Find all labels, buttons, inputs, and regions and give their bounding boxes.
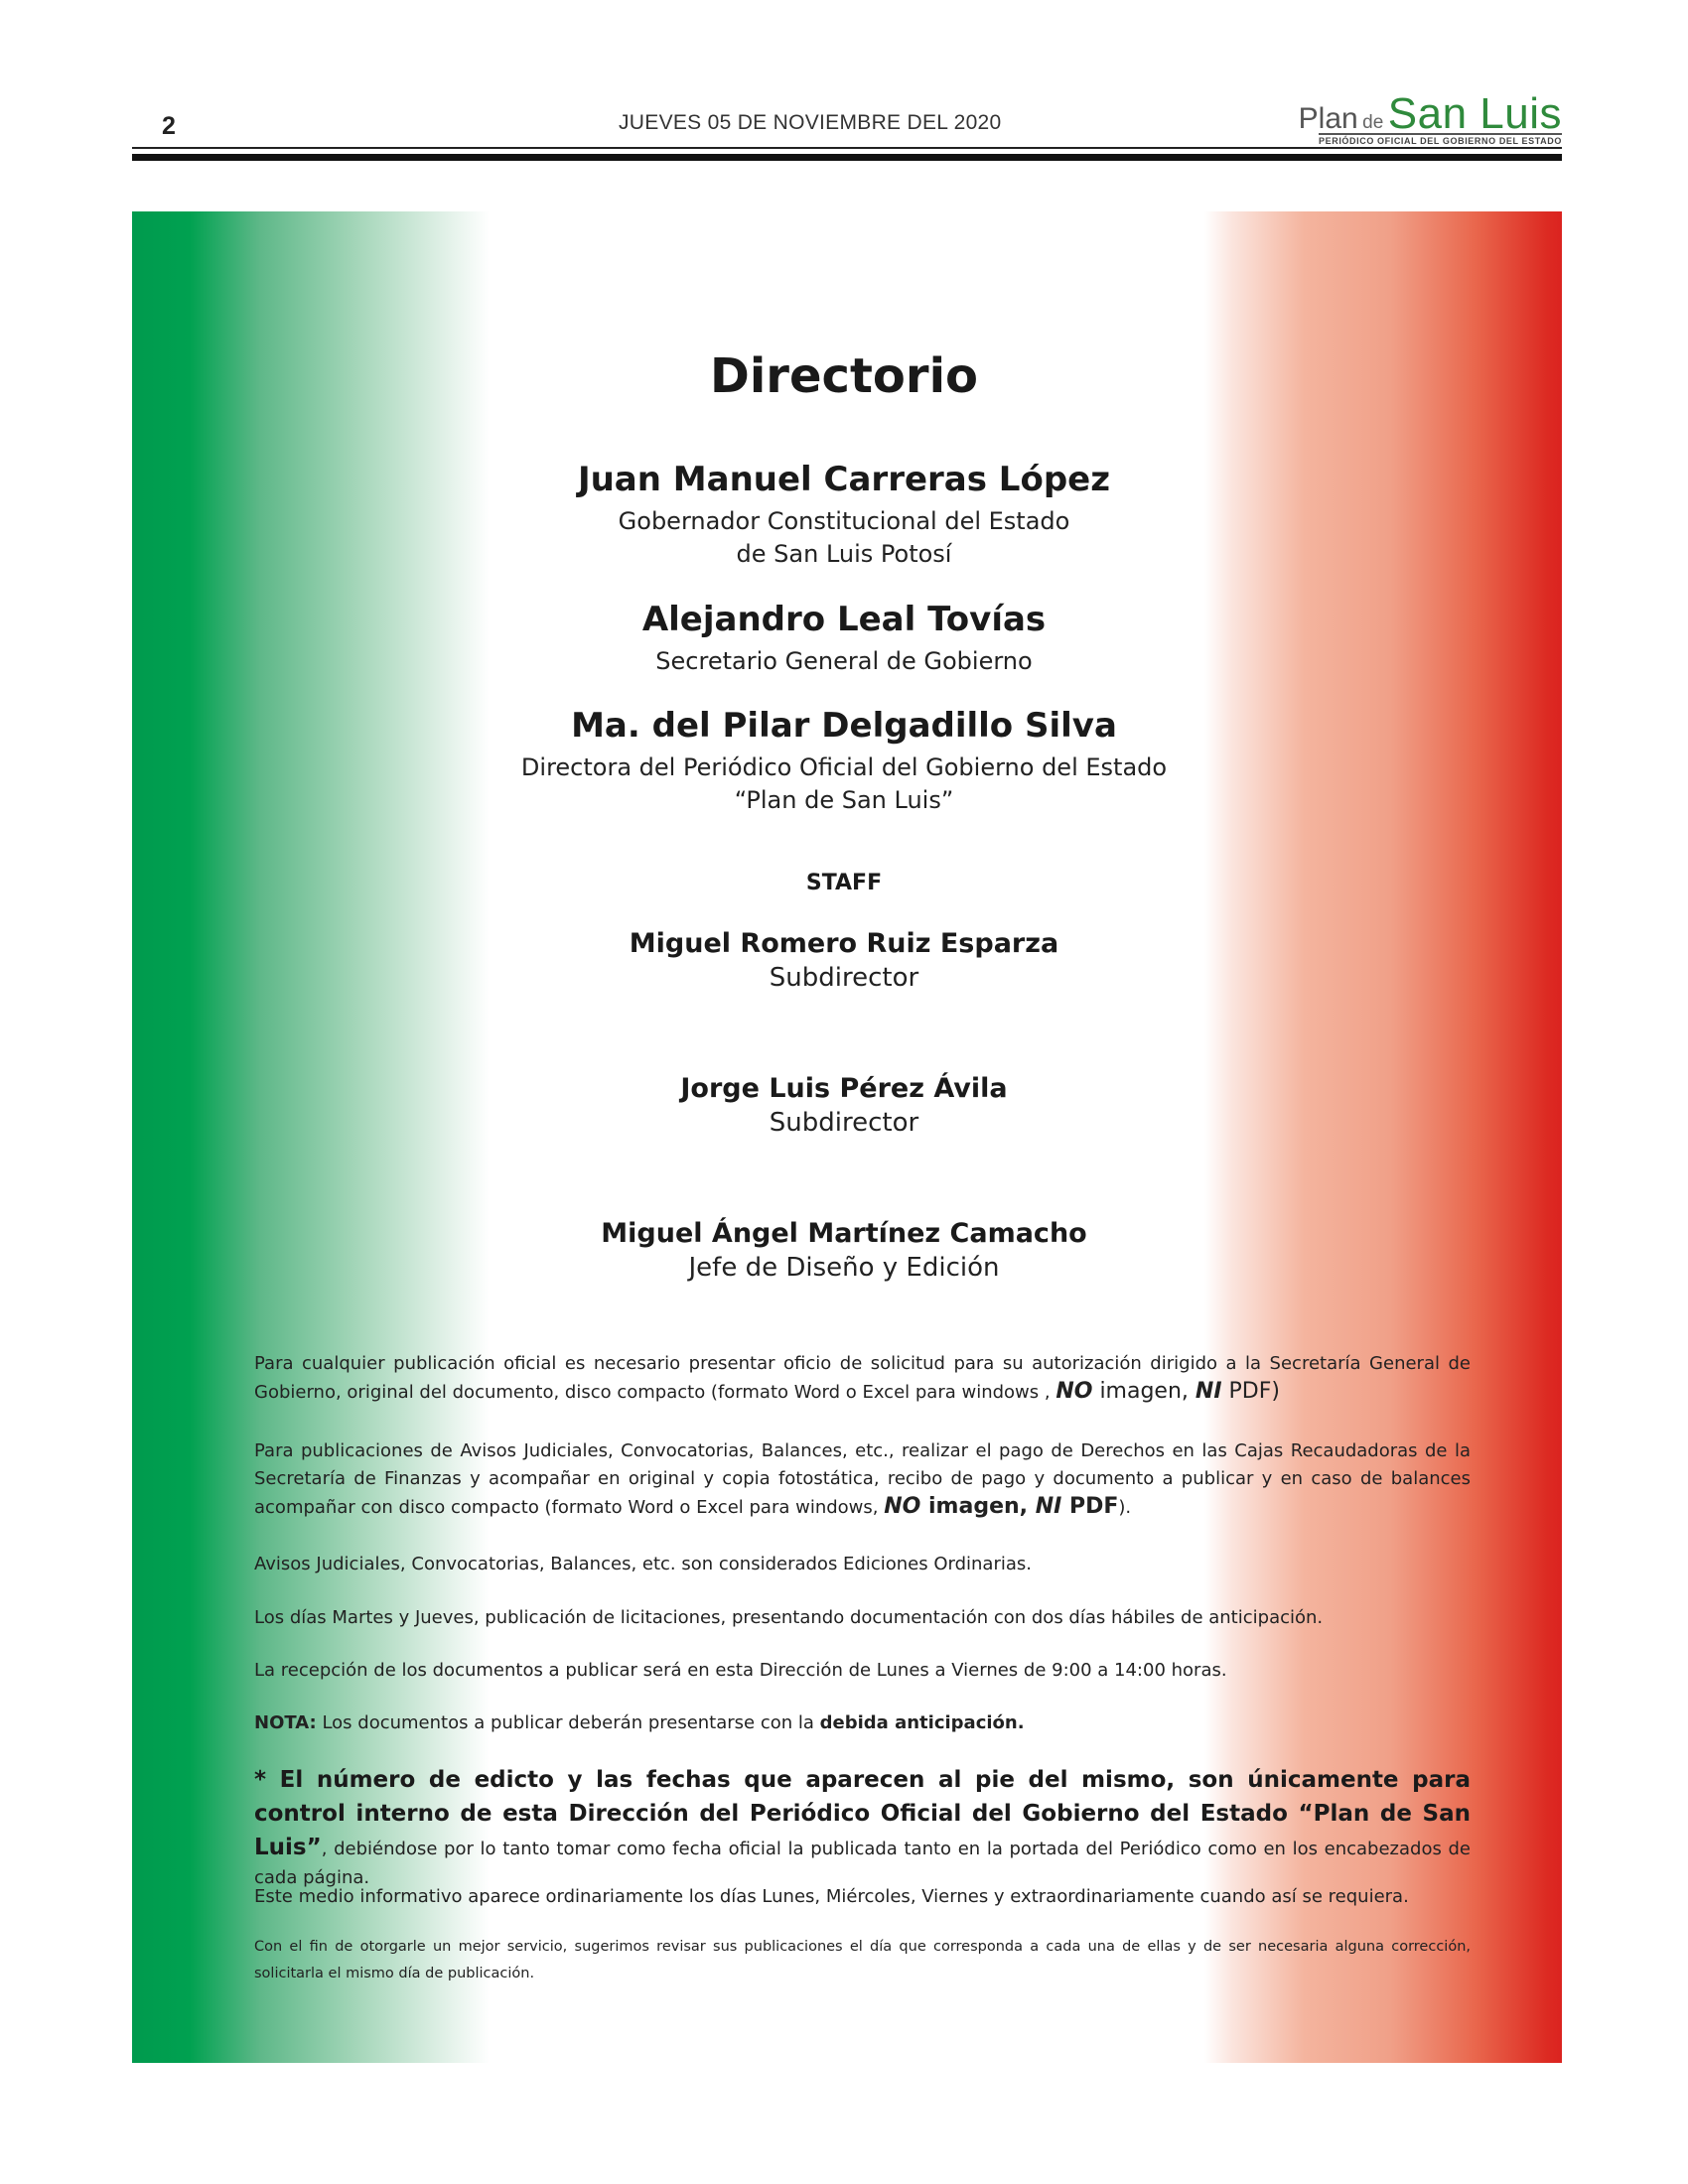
person-role: Secretario General de Gobierno	[655, 647, 1033, 675]
staff-role: Subdirector	[769, 963, 919, 993]
directorio-title: Directorio	[710, 348, 978, 404]
staff-block-1	[0, 928, 1688, 993]
staff-block-3	[0, 1218, 1688, 1283]
logo-plan-text: Plan	[1298, 102, 1358, 135]
staff-name: Miguel Romero Ruiz Esparza	[629, 928, 1059, 959]
note-nota: NOTA: Los documentos a publicar deberán presentarse con la debida anticipación.	[254, 1712, 1025, 1733]
director-block-2	[0, 600, 1688, 678]
person-name: Ma. del Pilar Delgadillo Silva	[571, 706, 1117, 746]
staff-label: STAFF	[805, 871, 883, 895]
note-ordinary-editions: Avisos Judiciales, Convocatorias, Balances, etc. son considerados Ediciones Ordinarias.	[254, 1554, 1032, 1574]
staff-name: Jorge Luis Pérez Ávila	[680, 1073, 1008, 1104]
header-rule-thick	[132, 154, 1562, 161]
staff-role: Jefe de Diseño y Edición	[688, 1253, 1000, 1283]
page-number: 2	[162, 112, 176, 140]
note-edict-number: * El número de edicto y las fechas que aparecen al pie del mismo, son únicamente para control interno de esta Dirección del Periódico Oficial del Gobierno del Estado “Plan de San Luis”, debiéndose por lo tanto tomar como fecha oficial la publicada tanto en la portada del Periódico como en los encabezados de cada página.	[254, 1767, 1471, 1888]
issue-date: JUEVES 05 DE NOVIEMBRE DEL 2020	[619, 111, 1002, 134]
note-publication-request: Para cualquier publicación oficial es necesario presentar oficio de solicitud para su autorización dirigido a la Secretaría General de Gobierno, original del documento, disco compacto (formato Word o Excel para windows , NO imagen, NI PDF)	[254, 1353, 1471, 1404]
person-role: de San Luis Potosí	[736, 540, 952, 568]
note-tenders-days: Los días Martes y Jueves, publicación de licitaciones, presentando documentación con dos días hábiles de anticipación.	[254, 1607, 1324, 1628]
header-rule-thin	[132, 147, 1562, 149]
page-header	[132, 89, 1562, 161]
staff-role: Subdirector	[769, 1108, 919, 1138]
logo-subtitle: PERIÓDICO OFICIAL DEL GOBIERNO DEL ESTADO	[1319, 133, 1562, 146]
note-review-publications: Con el fin de otorgarle un mejor servicio, sugerimos revisar sus publicaciones el día que corresponda a cada una de ellas y de ser necesaria alguna corrección, solicitarla el mismo día de publicación.	[254, 1939, 1471, 1981]
logo-de-text: de	[1362, 112, 1384, 133]
person-role: “Plan de San Luis”	[734, 786, 954, 814]
note-judicial-notices-payment: Para publicaciones de Avisos Judiciales, Convocatorias, Balances, etc., realizar el pago de Derechos en las Cajas Recaudadoras de la Secretaría de Finanzas y acompañar en original y copia fotostática, recibo de pago y documento a publicar y en caso de balances acompañar con disco compacto (formato Word o Excel para windows, NO imagen, NI PDF).	[254, 1440, 1471, 1519]
person-role: Directora del Periódico Oficial del Gobierno del Estado	[520, 753, 1168, 781]
note-publication-days: Este medio informativo aparece ordinariamente los días Lunes, Miércoles, Viernes y extraordinariamente cuando así se requiera.	[254, 1886, 1409, 1907]
director-block-1	[0, 460, 1688, 571]
staff-block-2	[0, 1073, 1688, 1138]
person-name: Alejandro Leal Tovías	[641, 600, 1047, 639]
plan-de-san-luis-logo	[1244, 89, 1562, 146]
logo-san-luis-text: San Luis	[1387, 89, 1562, 138]
person-name: Juan Manuel Carreras López	[577, 460, 1111, 499]
director-block-3	[0, 706, 1688, 817]
person-role: Gobernador Constitucional del Estado	[618, 507, 1070, 535]
note-reception-hours: La recepción de los documentos a publicar será en esta Dirección de Lunes a Viernes de 9:00 a 14:00 horas.	[254, 1660, 1227, 1681]
staff-name: Miguel Ángel Martínez Camacho	[601, 1218, 1087, 1249]
